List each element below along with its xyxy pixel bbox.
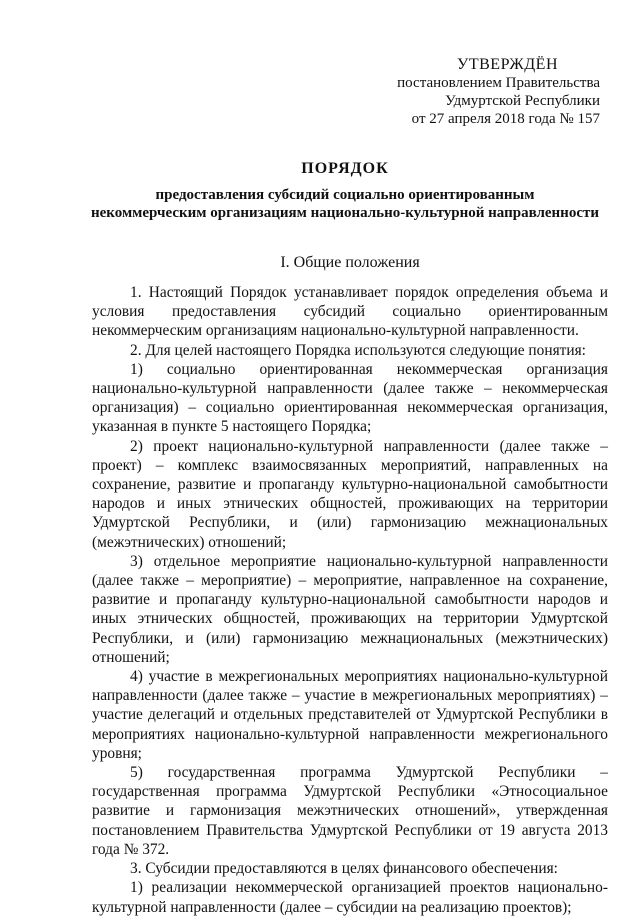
paragraph-7: 5) государственная программа Удмуртской Республики – государственная программа Удмуртской Республики «Этносоциальное развитие и гармонизация межэтнических отношений», утвержденная постановлением Правительства Удмуртской Республики от 19 августа 2013 года № 372. [92, 764, 608, 858]
document-subtitle-line-2: некоммерческим организациям национально-культурной направленности [91, 205, 599, 221]
approval-heading: УТВЕРЖДЁН [457, 56, 558, 73]
approval-line-3: от 27 апреля 2018 года № 157 [411, 111, 600, 127]
approval-stamp [340, 56, 600, 128]
section-heading: I. Общие положения [280, 254, 420, 271]
document-title: ПОРЯДОК [301, 160, 389, 177]
document-body [92, 283, 608, 917]
paragraph-6: 4) участие в межрегиональных мероприятиях национально-культурной направленности (далее также – участие в межрегиональных мероприятиях) – участие делегаций и отдельных представителей от Удмуртской Республики в мероприятиях национально-культурной направленности межрегионального уровня; [92, 668, 608, 762]
paragraph-9: 1) реализации некоммерческой организацией проектов национально-культурной направленности (далее – субсидии на реализацию проектов); [92, 879, 608, 916]
approval-line-2: Удмуртской Республики [445, 93, 600, 109]
document-title-block [70, 160, 620, 222]
paragraph-4: 2) проект национально-культурной направленности (далее также – проект) – комплекс взаимосвязанных мероприятий, направленных на сохранение, развитие и пропаганду культурно-национальной самобытности народов и иных этнических общностей, проживающих на территории Удмуртской Республики, и (или) гармонизацию межнациональных (межэтнических) отношений; [92, 437, 608, 551]
paragraph-5: 3) отдельное мероприятие национально-культурной направленности (далее также – мероприятие) – мероприятие, направленное на сохранение, развитие и пропаганду культурно-национальной самобытности народов и иных этнических общностей, проживающих на территории Удмуртской Республики, и (или) гармонизацию межнациональных (межэтнических) отношений; [92, 552, 608, 666]
paragraph-2: 2. Для целей настоящего Порядка используются следующие понятия: [130, 341, 586, 359]
approval-line-1: постановлением Правительства [397, 75, 600, 91]
paragraph-1: 1. Настоящий Порядок устанавливает порядок определения объема и условия предоставления субсидий социально ориентированным некоммерческим организациям национально-культурной направленности. [92, 284, 608, 340]
document-subtitle-line-1: предоставления субсидий социально ориентированным [155, 187, 535, 203]
paragraph-3: 1) социально ориентированная некоммерческая организация национально-культурной направленности (далее также – некоммерческая организация) – социально ориентированная некоммерческая организация, указанная в пункте 5 настоящего Порядка; [92, 360, 608, 436]
paragraph-8: 3. Субсидии предоставляются в целях финансового обеспечения: [130, 860, 558, 878]
